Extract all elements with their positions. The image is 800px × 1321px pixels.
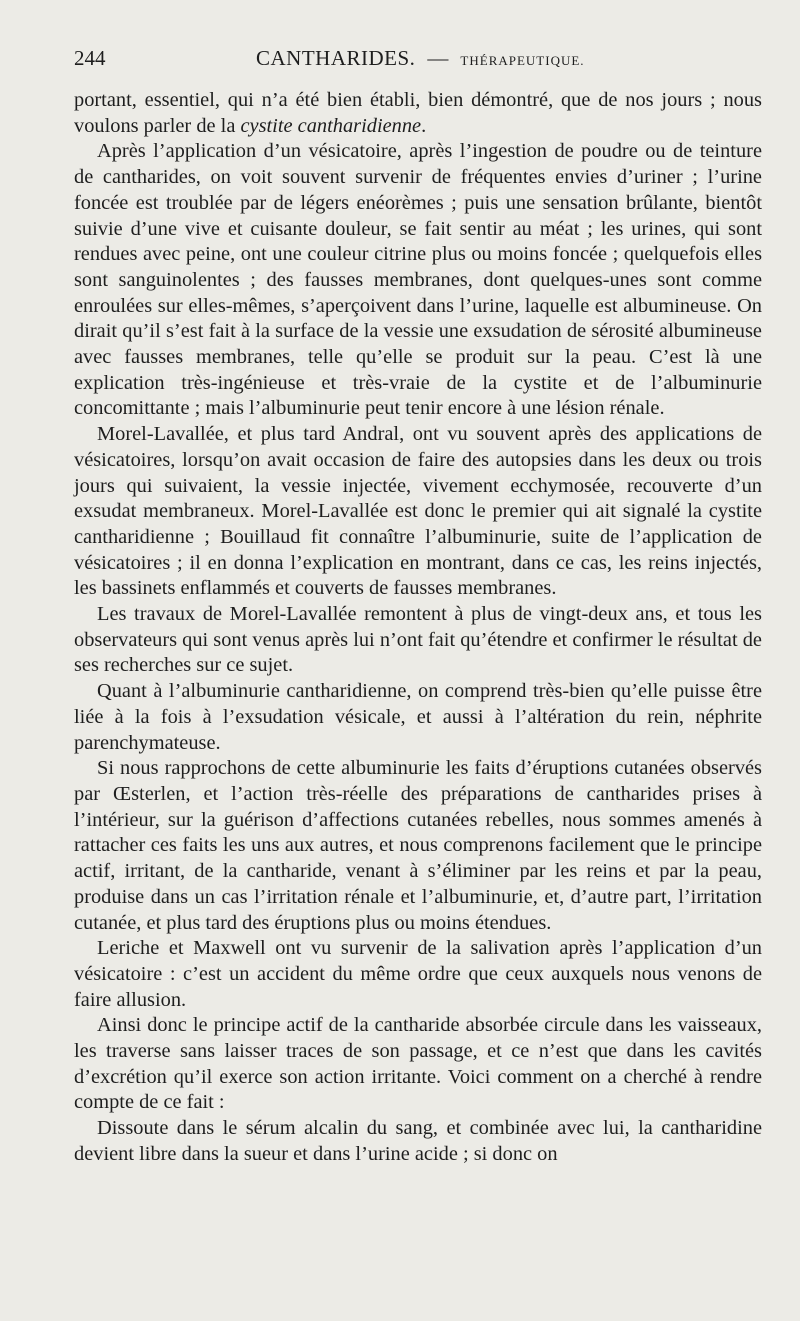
- running-subtitle: THÉRAPEUTIQUE.: [460, 53, 585, 68]
- paragraph: Leriche et Maxwell ont vu survenir de la salivation après l’application d’un vésicatoire : c’est un accident du même ordre que ceux auxquels nous venons de faire allusion.: [74, 937, 762, 1011]
- paragraph: Morel-Lavallée, et plus tard Andral, ont vu souvent après des applications de vésicatoires, lorsqu’on avait occasion de faire des autopsies dans les deux ou trois jours qui suivaient, la vessie injectée, vivement ecchymosée, recouverte d’un exsudat membraneux. Morel-Lavallée est donc le premier qui ait signalé la cystite cantharidienne ; Bouillaud fit connaître l’albuminurie, suite de l’application de vésicatoires ; il en donna l’explication en montrant, dans ce cas, les reins injectés, les bassinets enflammés et couverts de fausses membranes.: [74, 423, 762, 600]
- paragraph: Ainsi donc le principe actif de la cantharide absorbée circule dans les vaisseaux, les traverse sans laisser traces de son passage, et ce n’est que dans les cavités d’excrétion qu’il exerce son action irritante. Voici comment on a cherché à rendre compte de ce fait :: [74, 1014, 762, 1114]
- paragraph-text-end: .: [421, 114, 427, 137]
- paragraph: Après l’application d’un vésicatoire, après l’ingestion de poudre ou de teinture de cantharides, on voit souvent survenir de fréquentes envies d’uriner ; l’urine foncée est troublée par de légers enéorèmes ; puis une sensation brûlante, bientôt suivie d’une vive et cuisante douleur, se fait sentir au méat ; les urines, qui sont rendues avec peine, ont une couleur citrine plus ou moins foncée ; quelquefois elles sont sanguinolentes ; des fausses membranes, dont quelques-unes sont comme enroulées sur elles-mêmes, s’aperçoivent dans l’urine, laquelle est albumineuse. On dirait qu’il s’est fait à la surface de la vessie une exsudation de sérosité albumineuse avec fausses membranes, telle qu’elle se produit sur la peau. C’est là une explication très-ingénieuse et très-vraie de la cystite et de l’albuminurie concomittante ; mais l’albuminurie peut tenir encore à une lésion rénale.: [74, 140, 762, 420]
- paragraph: Les travaux de Morel-Lavallée remontent à plus de vingt-deux ans, et tous les observateurs qui sont venus après lui n’ont fait qu’étendre et confirmer le résultat de ses recherches sur ce sujet.: [74, 603, 762, 677]
- page-number: 244: [74, 46, 106, 70]
- paragraph-continued: [74, 88, 762, 139]
- paragraph-text: portant, essentiel, qui n’a été bien établi, bien démontré, que de nos jours ; nous voulons parler de la: [74, 89, 762, 137]
- paragraph: Quant à l’albuminurie cantharidienne, on comprend très-bien qu’elle puisse être liée à la fois à l’exsudation vésicale, et aussi à l’altération du rein, néphrite parenchymateuse.: [74, 680, 762, 754]
- paragraph: Si nous rapprochons de cette albuminurie les faits d’éruptions cutanées observés par Œsterlen, et l’action très-réelle des préparations de cantharides prises à l’intérieur, sur la guérison d’affections cutanées rebelles, nous sommes amenés à rattacher ces faits les uns aux autres, et nous comprenons facilement que le principe actif, irritant, de la cantharide, venant à s’éliminer par les reins et par la peau, produise dans un cas l’irritation rénale et l’albuminurie, et, d’autre part, l’irritation cutanée, et plus tard des éruptions plus ou moins étendues.: [74, 757, 762, 934]
- body-text: [74, 88, 762, 1168]
- running-title-separator: —: [427, 46, 449, 70]
- running-title: CANTHARIDES.: [256, 46, 416, 70]
- running-header: [74, 46, 762, 88]
- emphasis-term: cystite cantharidienne: [240, 114, 422, 137]
- paragraph: Dissoute dans le sérum alcalin du sang, et combinée avec lui, la cantharidine devient libre dans la sueur et dans l’urine acide ; si donc on: [74, 1117, 762, 1165]
